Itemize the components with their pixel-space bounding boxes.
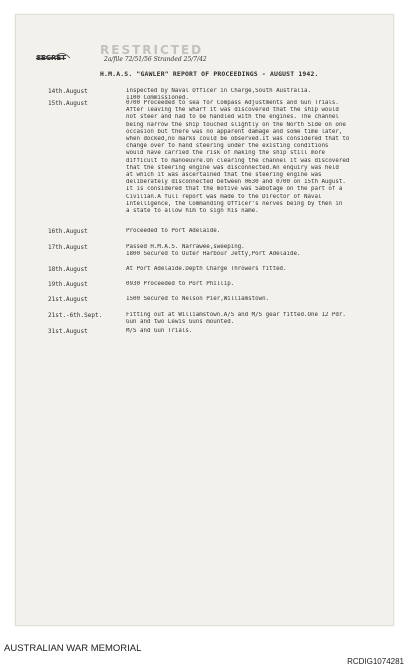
entry-date: 16th.August <box>48 228 88 235</box>
entry-line: change over to hand steering under the existing conditions <box>126 143 329 150</box>
entry-text <box>126 228 388 235</box>
entry-line: would have carried the risk of making the ship still more <box>126 150 325 157</box>
entry-line: Gun and two Lewis Guns mounted. <box>126 319 235 326</box>
entry-line: Passed H.M.A.S. Narrawee,sweeping. <box>126 244 245 250</box>
entry-date: 14th.August <box>48 88 88 95</box>
entry-line: being narrow the ship touched slightly on the North Side on one <box>126 121 346 128</box>
entry-line: not steer and had to be handled with the engines. The channel <box>126 114 339 121</box>
entry-line: difficult to manoeuvre.On clearing the channel it was discovered <box>126 157 350 164</box>
entry-line: 0930 Proceeded to Port Phillip. <box>126 281 235 287</box>
entry-line: It is considered that the motive was Sabotage on the part of a <box>126 186 343 193</box>
institution-label: AUSTRALIAN WAR MEMORIAL <box>4 643 142 654</box>
entry-text <box>126 100 388 215</box>
entry-line: Intelligence, the Commanding Officer's nerves being by then in <box>126 200 343 207</box>
entry-date: 21st.-6th.Sept. <box>48 312 103 319</box>
entry-line: when docked,no marks could be observed.It was considered that to <box>126 136 350 143</box>
entry-line: at which it was ascertained that the steering engine was <box>126 172 322 179</box>
entry-line: Civilian.A full report was made to the Director of Naval <box>126 193 322 200</box>
entry-line: deliberately disconnected between 0630 and 0700 on 15th August. <box>126 179 346 186</box>
entry-line: a state to allow him to sign his name. <box>126 208 259 215</box>
entry-line: 0700 Proceeded to sea for Compass Adjustments and Gun Trials. <box>126 100 339 106</box>
entry-text <box>126 266 388 273</box>
entry-date: 21st.August <box>48 296 88 303</box>
reference-id: RCDIG1074281 <box>347 657 404 666</box>
entry-date: 19th.August <box>48 281 88 288</box>
entry-line: After leaving the wharf it was discovered that the ship would <box>126 107 339 114</box>
entry-line: occasion but there was no apparent damage and some time later, <box>126 128 343 135</box>
handwritten-file-note: 2a/file 72/51/56 Stranded 25/7/42 <box>104 56 207 63</box>
entry-line: 1100 Commissioned. <box>126 95 189 102</box>
footer <box>0 638 408 666</box>
entry-line: Proceeded to Port Adelaide. <box>126 228 221 234</box>
entry-text <box>126 281 388 288</box>
entry-date: 15th.August <box>48 100 88 107</box>
restricted-stamp: RESTRICTED <box>100 43 204 57</box>
entry-line: 1800 Secured to Outer Harbour Jetty,Port Adelaide. <box>126 251 301 258</box>
entry-line: M/S and Gun Trials. <box>126 328 193 334</box>
entry-text <box>126 328 388 335</box>
entry-line: Inspected by Naval Officer in Charge,South Australia. <box>126 88 311 94</box>
entry-line: Fitting out at Williamstown.A/S and M/S gear fitted.One 12 Pdr. <box>126 312 346 318</box>
entry-date: 17th.August <box>48 244 88 251</box>
entry-line: At Port Adelaide.Depth Charge Throwers fitted. <box>126 266 287 272</box>
report-title: H.M.A.S. "GAWLER" REPORT OF PROCEEDINGS - AUGUST 1942. <box>100 70 319 78</box>
entry-line: that the steering engine was disconnected.An enquiry was held <box>126 164 339 171</box>
entry-text <box>126 296 388 303</box>
entry-date: 18th.August <box>48 266 88 273</box>
strike-scribble-icon <box>36 51 72 65</box>
entry-text <box>126 312 388 326</box>
entry-date: 31st.August <box>48 328 88 335</box>
classification-label: SECRET <box>36 54 66 62</box>
entry-text <box>126 244 388 258</box>
entry-line: 1500 Secured to Nelson Pier,Williamstown. <box>126 296 270 302</box>
